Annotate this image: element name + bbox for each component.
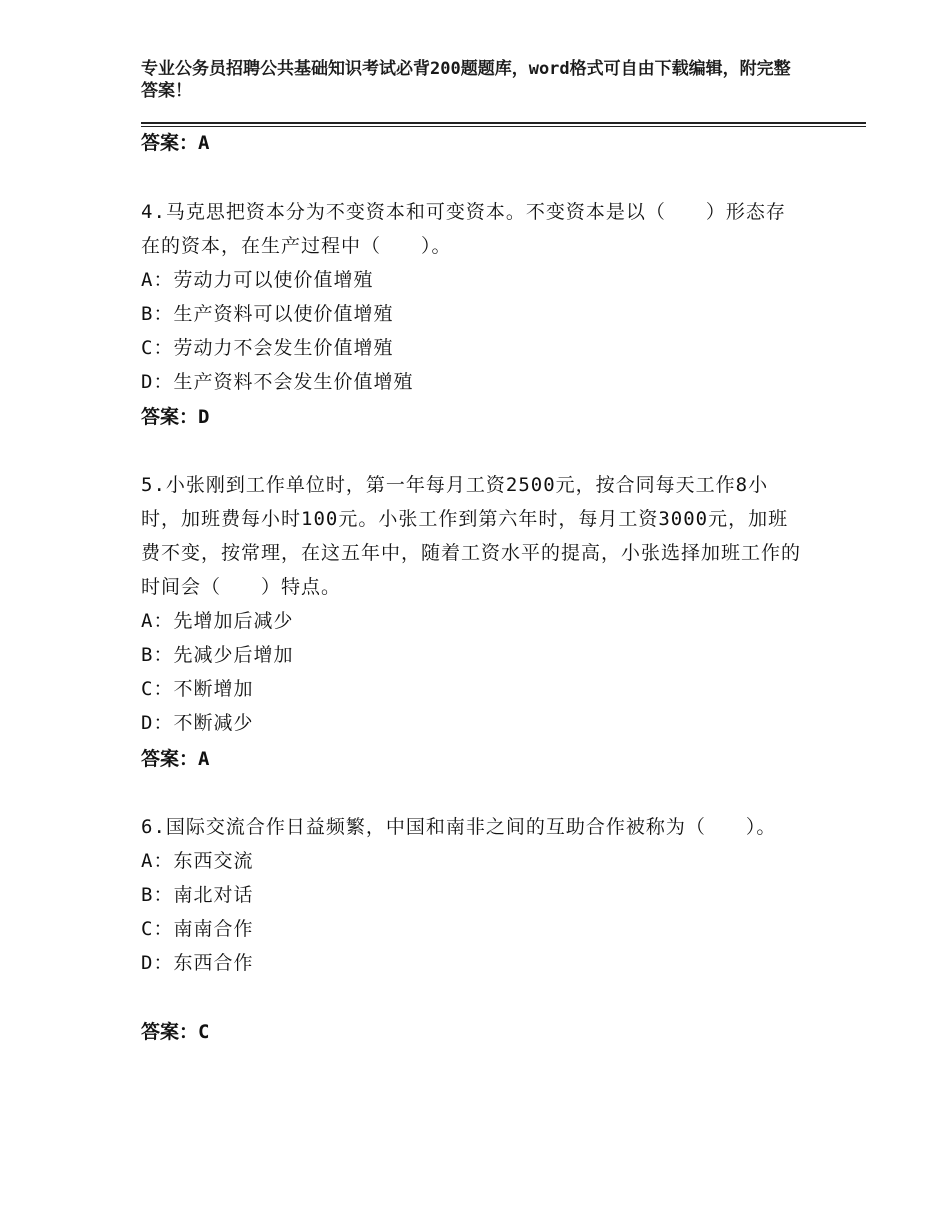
option-d: D：生产资料不会发生价值增殖: [141, 371, 414, 393]
answer-5: [141, 747, 209, 771]
option-b: B：南北对话: [141, 884, 254, 906]
question-6: [141, 810, 801, 980]
question-4: [141, 195, 801, 399]
option-b: B：先减少后增加: [141, 644, 294, 666]
option-c: C：不断增加: [141, 678, 254, 700]
previous-answer: [141, 131, 209, 155]
answer-value: C: [198, 1021, 210, 1043]
answer-6: [141, 1020, 209, 1044]
option-d: D：东西合作: [141, 952, 254, 974]
option-d: D：不断减少: [141, 712, 254, 734]
option-b: B：生产资料可以使价值增殖: [141, 303, 394, 325]
question-stem: 4.马克思把资本分为不变资本和可变资本。不变资本是以（ ）形态存在的资本，在生产过程中（ ）。: [141, 201, 786, 257]
option-a: A：东西交流: [141, 850, 254, 872]
option-a: A：劳动力可以使价值增殖: [141, 269, 374, 291]
answer-label: 答案：: [141, 132, 199, 154]
question-stem: 6.国际交流合作日益频繁，中国和南非之间的互助合作被称为（ ）。: [141, 816, 777, 838]
option-c: C：劳动力不会发生价值增殖: [141, 337, 394, 359]
answer-value: D: [198, 406, 210, 428]
answer-label: 答案：: [141, 748, 199, 770]
option-c: C：南南合作: [141, 918, 254, 940]
question-stem: 5.小张刚到工作单位时，第一年每月工资2500元，按合同每天工作8小时，加班费每小时100元。小张工作到第六年时，每月工资3000元，加班费不变，按常理，在这五年中，随着工资水平的提高，小张选择加班工作的时间会（ ）特点。: [141, 474, 802, 598]
question-5: [141, 468, 801, 740]
answer-label: 答案：: [141, 1021, 199, 1043]
answer-4: [141, 405, 209, 429]
answer-value: A: [198, 748, 210, 770]
answer-value: A: [198, 132, 210, 154]
document-header: 专业公务员招聘公共基础知识考试必背200题题库，word格式可自由下载编辑，附完整答案！: [141, 59, 791, 101]
answer-label: 答案：: [141, 406, 199, 428]
header-rule-thin: [141, 126, 866, 127]
header-rule: [141, 122, 866, 124]
option-a: A：先增加后减少: [141, 610, 294, 632]
